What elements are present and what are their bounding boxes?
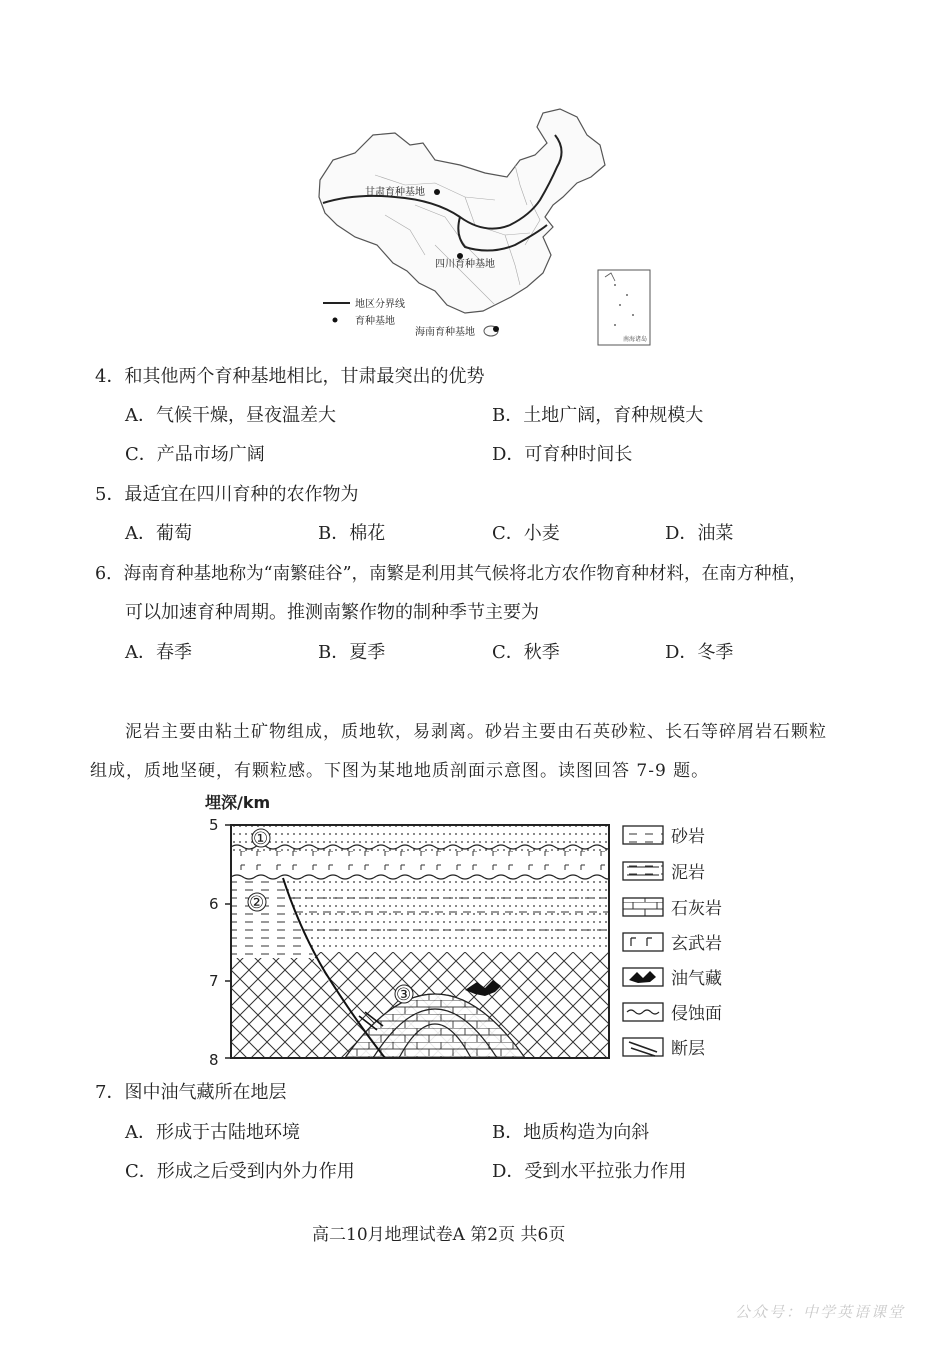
- china-outline: [319, 109, 605, 313]
- q7-option-c: C．形成之后受到内外力作用: [125, 1161, 355, 1182]
- legend-sandstone: 砂岩: [671, 827, 705, 847]
- q6-stem-line2: 可以加速育种周期。推测南繁作物的制种季节主要为: [125, 602, 539, 623]
- passage-line1: 泥岩主要由粘土矿物组成，质地软，易剥离。砂岩主要由石英砂粒、长石等碎屑岩石颗粒: [125, 722, 827, 742]
- tick-7: 7: [209, 972, 219, 990]
- q7-stem: 7．图中油气藏所在地层: [95, 1082, 287, 1103]
- q4-stem: 4．和其他两个育种基地相比，甘肃最突出的优势: [95, 366, 485, 387]
- q5-option-c: C．小麦: [492, 523, 560, 544]
- gansu-label: 甘肃育种基地: [365, 187, 425, 198]
- gansu-base-dot: [434, 189, 440, 195]
- layer-1-sandstone: [231, 825, 609, 851]
- sichuan-label: 四川育种基地: [435, 259, 495, 270]
- q7-option-d: D．受到水平拉张力作用: [492, 1161, 687, 1182]
- q7-option-a: A．形成于古陆地环境: [125, 1122, 300, 1143]
- hainan-base-dot: [493, 326, 499, 332]
- legend-base-swatch: [333, 318, 338, 323]
- axis-title: 埋深/km: [205, 793, 271, 812]
- q6-option-d: D．冬季: [665, 642, 734, 663]
- q6-option-a: A．春季: [125, 642, 192, 663]
- legend-erosion: 侵蚀面: [671, 1004, 722, 1024]
- south-sea-inset: [598, 270, 650, 345]
- layer-basalt: [231, 851, 609, 877]
- china-breeding-map: [315, 105, 655, 347]
- inset-caption: 南海诸岛: [623, 336, 648, 343]
- legend-fault: 断层: [671, 1039, 705, 1059]
- q4-option-c: C．产品市场广阔: [125, 444, 265, 465]
- q6-option-c: C．秋季: [492, 642, 560, 663]
- geologic-section: [195, 790, 755, 1070]
- layer-mark-1: ①: [253, 829, 269, 849]
- tick-8: 8: [209, 1051, 219, 1069]
- q6-stem-line1: 6．海南育种基地称为“南繁硅谷”，南繁是利用其气候将北方农作物育种材料，在南方种植，: [95, 564, 807, 584]
- legend-basalt: 玄武岩: [671, 934, 722, 954]
- section-legend: [623, 826, 722, 1059]
- q5-option-d: D．油菜: [665, 523, 734, 544]
- passage-line2: 组成，质地坚硬，有颗粒感。下图为某地地质剖面示意图。读图回答 7-9 题。: [90, 761, 710, 781]
- q6-option-b: B．夏季: [318, 642, 386, 663]
- legend-mudstone: 泥岩: [671, 863, 705, 883]
- legend-base-label: 育种基地: [355, 316, 395, 327]
- layer-mark-2: ②: [249, 893, 265, 913]
- hainan-label: 海南育种基地: [415, 327, 475, 338]
- q5-option-a: A．葡萄: [125, 523, 192, 544]
- legend-boundary-label: 地区分界线: [355, 299, 405, 310]
- q4-option-d: D．可育种时间长: [492, 444, 633, 465]
- legend-limestone: 石灰岩: [671, 899, 722, 919]
- q5-stem: 5．最适宜在四川育种的农作物为: [95, 484, 359, 505]
- q5-option-b: B．棉花: [318, 523, 386, 544]
- layer-mark-3: ③: [396, 985, 412, 1005]
- watermark: 公众号：中学英语课堂: [735, 1303, 906, 1321]
- legend-oil-gas: 油气藏: [671, 969, 722, 989]
- q4-option-b: B．土地广阔，育种规模大: [492, 405, 704, 426]
- tick-5: 5: [209, 816, 219, 834]
- tick-6: 6: [209, 895, 219, 913]
- right-sand-mud-layers: [283, 880, 609, 952]
- q4-option-a: A．气候干燥，昼夜温差大: [125, 405, 336, 426]
- page-footer: 高二10月地理试卷A 第2页 共6页: [312, 1225, 566, 1245]
- q7-option-b: B．地质构造为向斜: [492, 1122, 650, 1143]
